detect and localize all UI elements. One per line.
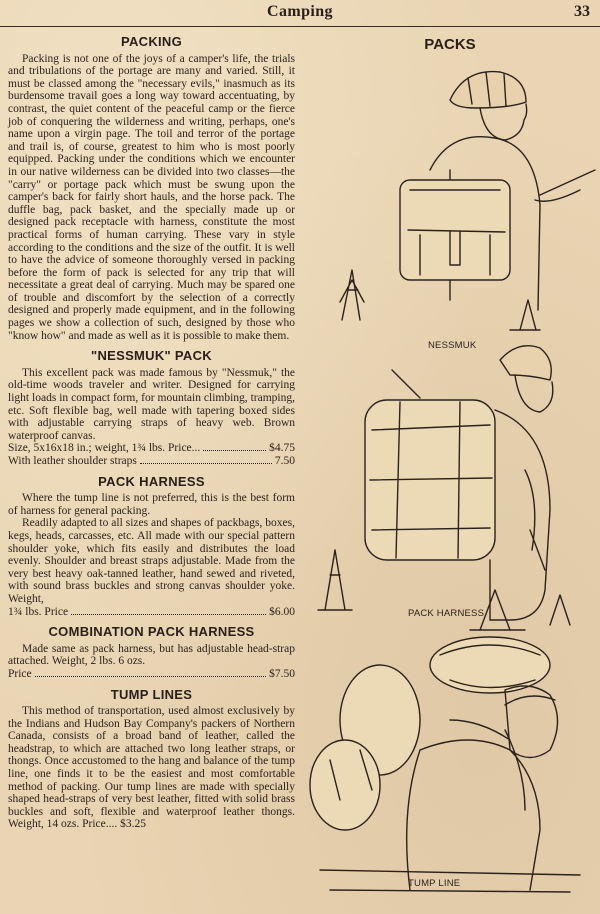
dot-leader: [35, 676, 266, 677]
arm-stick: [535, 170, 595, 201]
body: [407, 740, 540, 890]
combination-body: Made same as pack harness, but has adjustable head-strap attached. Weight, 2 lbs. 6 ozs.: [8, 642, 295, 668]
illustration-column: [300, 30, 600, 914]
nessmuk-body: This excellent pack was made famous by "Nessmuk," the old-time woods traveler and writer. Designed for carrying light loads in compact form, for mountain climbing, tramping, etc. Soft flexible bag, well made with tapering boxed sides with adjustable carrying straps of heavy web. Brown waterproof canvas.: [8, 366, 295, 442]
nessmuk-figure: [340, 72, 595, 330]
pack-harness-figure: [318, 346, 570, 630]
page-number: 33: [574, 3, 590, 20]
caption-pack-harness: PACK HARNESS: [408, 608, 485, 619]
dot-leader: [71, 614, 266, 615]
nessmuk-heading: "NESSMUK" PACK: [90, 348, 213, 364]
trees: [318, 550, 352, 610]
dot-leader: [203, 450, 266, 451]
nessmuk-straps-label: With leather shoulder straps: [8, 455, 137, 467]
pack-harness-price-label: 1¾ lbs. Price: [8, 605, 69, 618]
pack-harness-section: [8, 473, 295, 619]
head: [515, 375, 553, 412]
tump-body: [8, 705, 295, 831]
combination-price-line: [8, 668, 295, 681]
combination-heading: COMBINATION PACK HARNESS: [48, 624, 255, 640]
section-title: Camping: [267, 3, 333, 20]
nessmuk-size-label: Size, 5x16x18 in.; weight, 1¾ lbs. Price...: [8, 442, 201, 455]
combination-price-label: Price: [8, 667, 32, 680]
tump-body-text: This method of transportation, used almost exclusively by the Indians and Hudson Bay Company's packers of Northern Canada, consists of a broad band of leather, called the headstrap, to which are attached two long leather straps, or thongs. Once accustomed to the hang and balance of the tump line, one finds it to be the easiest and most comfortable method of packing. Our tump lines are made with specially shaped head-straps of very best leather, fitted with solid brass buckles and soft, flexible and waterproof leather thongs. Weight, 14 ozs. Price....: [8, 705, 295, 831]
pack-harness-price: $6.00: [269, 605, 295, 618]
trees: [340, 270, 364, 320]
tump-section: [8, 686, 295, 832]
pack-harness-heading: PACK HARNESS: [98, 473, 205, 489]
dot-leader: [140, 463, 272, 464]
caption-tump-line: TUMP LINE: [408, 878, 461, 889]
pack-harness-price-line: [8, 606, 295, 619]
nessmuk-price-line-1: [8, 442, 295, 455]
page-header: [0, 0, 600, 27]
pack-harness-body-2: Readily adapted to all sizes and shapes of packbags, boxes, kegs, heads, carcasses, etc. All made with our special pattern shoulder yoke, which fits easily and distributes the load evenly. Shoulder and breast straps adjustable. Made from the very best heavy oak-tanned leather, hand sewed and riveted, with sound brass buckles and strong canvas shoulder yoke. Weight,: [8, 517, 295, 605]
tump-line-figure: [310, 637, 580, 892]
caption-nessmuk: NESSMUK: [428, 340, 477, 351]
pack-harness-body-1: Where the tump line is not preferred, this is the best form of harness for general packing.: [8, 492, 295, 517]
nessmuk-section: [8, 350, 295, 467]
nessmuk-price-line-2: [8, 455, 295, 468]
packing-heading: PACKING: [120, 34, 183, 49]
body: [490, 410, 550, 620]
head: [480, 104, 527, 140]
packs-illustration: [300, 30, 600, 914]
packing-body: Packing is not one of the joys of a camper's life, the trials and tribulations of the portage are many and varied. Still, it must be classed among the "necessary evils," inasmuch as its burdensome travail goes a long way toward accentuating, by contrast, the quiet content of the peaceful camp or the fierce job of conquering the wilderness and writing, perhaps, one's name upon a virgin page. The toil and terror of the portage and trail is, of course, greatest to him who is most poorly equipped. Packing under the conditions which we encounter in our native wilderness can be divided into two classes—the "carry" or portage pack which must be swung upon the camper's back for fairly short hauls, and the horse pack. The duffle bag, pack basket, and the specially made up or designed pack receptacle with harness, constitute the most practical forms of human carrying. These vary in style according to the conditions and the size of the outfit. It is well to have the advice of someone thoroughly versed in packing before the form of pack is selected for any trip that will necessitate a great deal of carrying. Much may be spared one of trouble and discomfort by the selection of a correctly designed and properly made equipment, and in the following pages we show a collection of such, designed by those who "know how" and made as well as it is possible to make them.: [8, 52, 295, 342]
packs-title: PACKS: [424, 36, 476, 53]
nessmuk-straps-price: 7.50: [274, 455, 295, 467]
hat: [500, 346, 551, 380]
text-column: [8, 36, 295, 839]
combination-section: [8, 626, 295, 680]
packing-section: [8, 36, 295, 342]
tump-price: $3.25: [120, 818, 147, 831]
tump-heading: TUMP LINES: [110, 686, 193, 702]
nessmuk-price: $4.75: [269, 442, 295, 455]
combination-price: $7.50: [269, 667, 295, 680]
